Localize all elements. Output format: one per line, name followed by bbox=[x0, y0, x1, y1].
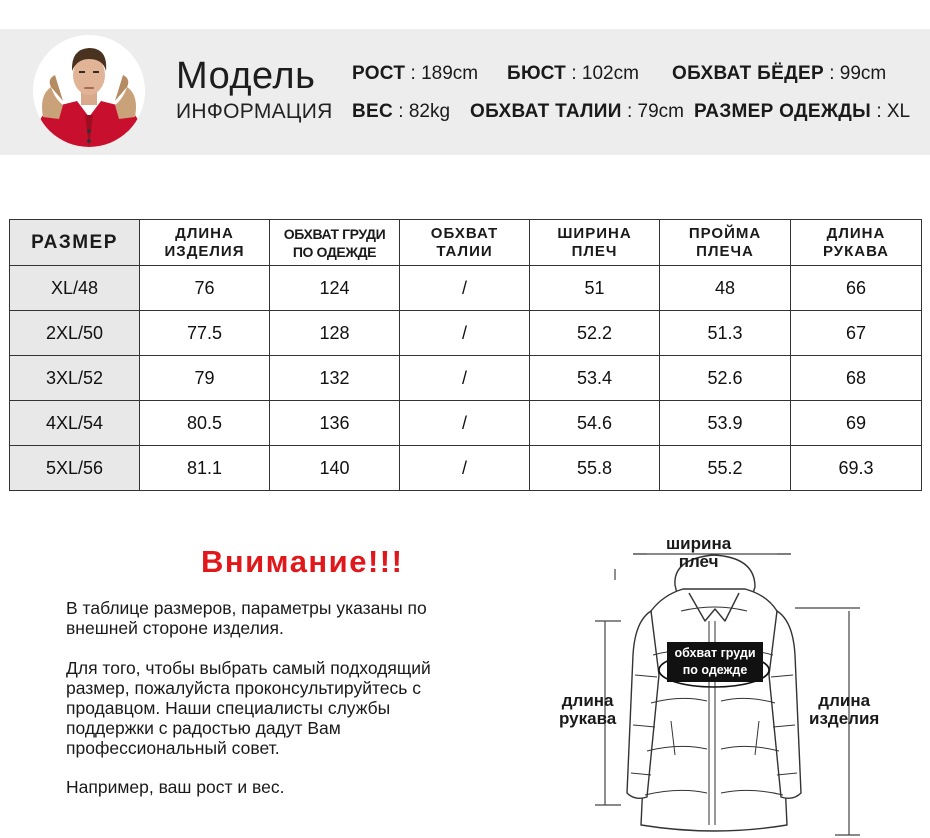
label-chest bbox=[667, 642, 763, 682]
param-label: БЮСТ bbox=[507, 63, 567, 84]
param-waist bbox=[470, 102, 684, 121]
header-line: ПО ОДЕЖДЕ bbox=[292, 243, 377, 260]
size-table bbox=[9, 219, 922, 491]
table-cell: 81.1 bbox=[140, 446, 270, 491]
table-header-row bbox=[10, 220, 922, 266]
table-cell: 52.2 bbox=[530, 311, 660, 356]
table-cell: 69.3 bbox=[791, 446, 922, 491]
table-cell: 52.6 bbox=[660, 356, 791, 401]
table-cell: / bbox=[400, 446, 530, 491]
cell-size: 3XL/52 bbox=[10, 356, 140, 401]
header-line: ШИРИНА bbox=[557, 224, 632, 242]
table-cell: 53.4 bbox=[530, 356, 660, 401]
header-size bbox=[10, 220, 140, 266]
header-shoulder-width bbox=[530, 220, 660, 266]
model-title: Модель bbox=[176, 55, 316, 97]
header-line: ПЛЕЧА bbox=[696, 242, 754, 260]
param-value: XL bbox=[886, 101, 911, 122]
table-cell: 68 bbox=[791, 356, 922, 401]
header-length bbox=[140, 220, 270, 266]
table-cell: 48 bbox=[660, 266, 791, 311]
header-line: ПРОЙМА bbox=[688, 224, 762, 242]
table-cell: 132 bbox=[270, 356, 400, 401]
table-cell: 55.2 bbox=[660, 446, 791, 491]
diagram-label-line: длина bbox=[818, 691, 871, 710]
table-cell: / bbox=[400, 266, 530, 311]
label-sleeve-length bbox=[559, 692, 616, 728]
table-cell: 51.3 bbox=[660, 311, 791, 356]
table-row bbox=[10, 311, 922, 356]
header-line: ДЛИНА bbox=[826, 224, 886, 242]
header-line: РАЗМЕР bbox=[31, 231, 118, 253]
param-label: ОБХВАТ ТАЛИИ bbox=[470, 101, 622, 122]
header-chest bbox=[270, 220, 400, 266]
table-cell: 51 bbox=[530, 266, 660, 311]
param-separator: : bbox=[876, 101, 882, 122]
param-separator: : bbox=[571, 63, 577, 84]
diagram-label-line: по одежде bbox=[682, 663, 748, 677]
notice-paragraph-3 bbox=[66, 777, 516, 797]
table-cell: 76 bbox=[140, 266, 270, 311]
notice-paragraph-1 bbox=[66, 598, 516, 638]
diagram-label-line: обхват груди bbox=[674, 646, 756, 660]
param-hips bbox=[672, 64, 886, 83]
table-cell: 136 bbox=[270, 401, 400, 446]
diagram-label-line: рукава bbox=[559, 709, 617, 728]
cell-size: 5XL/56 bbox=[10, 446, 140, 491]
header-armhole bbox=[660, 220, 791, 266]
param-value: 102cm bbox=[581, 63, 639, 84]
table-cell: 67 bbox=[791, 311, 922, 356]
table-cell: 77.5 bbox=[140, 311, 270, 356]
diagram-label-line: длина bbox=[561, 691, 614, 710]
table-row bbox=[10, 266, 922, 311]
table-cell: / bbox=[400, 401, 530, 446]
table-cell: 79 bbox=[140, 356, 270, 401]
table-cell: 53.9 bbox=[660, 401, 791, 446]
table-cell: / bbox=[400, 311, 530, 356]
table-cell: 69 bbox=[791, 401, 922, 446]
param-value: 189cm bbox=[421, 63, 479, 84]
table-row bbox=[10, 356, 922, 401]
attention-title: Внимание!!! bbox=[201, 544, 404, 579]
header-line: ИЗДЕЛИЯ bbox=[164, 242, 245, 260]
param-value: 99cm bbox=[839, 63, 887, 84]
header-sleeve-length bbox=[791, 220, 922, 266]
notice-line: Например, ваш рост и вес. bbox=[66, 777, 285, 797]
param-separator: : bbox=[626, 101, 633, 122]
header-line: ТАЛИИ bbox=[436, 242, 493, 260]
table-cell: 124 bbox=[270, 266, 400, 311]
table-cell: 55.8 bbox=[530, 446, 660, 491]
table-cell: 54.6 bbox=[530, 401, 660, 446]
notice-paragraph-2 bbox=[66, 658, 516, 758]
header-line: РУКАВА bbox=[822, 242, 890, 260]
notice-line: поддержки с радостью дадут Вам bbox=[66, 718, 341, 738]
label-shoulder-width bbox=[666, 535, 731, 571]
table-cell: 128 bbox=[270, 311, 400, 356]
param-bust bbox=[507, 64, 639, 83]
model-avatar bbox=[33, 35, 145, 147]
param-label: РОСТ bbox=[352, 63, 406, 84]
param-separator: : bbox=[410, 63, 416, 84]
notice-line: размер, пожалуйста проконсультируйтесь с bbox=[66, 678, 422, 698]
model-photo-icon bbox=[33, 35, 145, 147]
model-subtitle: ИНФОРМАЦИЯ bbox=[176, 100, 333, 123]
header-waist bbox=[400, 220, 530, 266]
table-row bbox=[10, 446, 922, 491]
param-weight bbox=[352, 102, 450, 121]
model-info-band bbox=[0, 29, 930, 155]
param-value: 79cm bbox=[637, 101, 684, 122]
cell-size: 4XL/54 bbox=[10, 401, 140, 446]
table-cell: 66 bbox=[791, 266, 922, 311]
notice-line: Для того, чтобы выбрать самый подходящий bbox=[66, 658, 431, 678]
notice-line: В таблице размеров, параметры указаны по bbox=[66, 598, 427, 618]
header-line: ПЛЕЧ bbox=[571, 242, 618, 260]
notice-line: продавцом. Наши специалисты службы bbox=[66, 698, 391, 718]
param-label: РАЗМЕР ОДЕЖДЫ bbox=[694, 101, 872, 122]
param-clothing-size bbox=[694, 102, 910, 121]
cell-size: 2XL/50 bbox=[10, 311, 140, 356]
diagram-label-line: изделия bbox=[809, 709, 880, 728]
table-row bbox=[10, 401, 922, 446]
param-separator: : bbox=[829, 63, 835, 84]
param-label: ОБХВАТ БЁДЕР bbox=[672, 63, 824, 84]
notice-line: внешней стороне изделия. bbox=[66, 618, 284, 638]
diagram-label-line: плеч bbox=[678, 552, 719, 571]
table-cell: / bbox=[400, 356, 530, 401]
param-separator: : bbox=[398, 101, 404, 122]
cell-size: XL/48 bbox=[10, 266, 140, 311]
notice-line: профессиональный совет. bbox=[66, 738, 280, 758]
header-line: ОБХВАТ ГРУДИ bbox=[283, 225, 386, 242]
measurement-diagram bbox=[555, 525, 930, 838]
table-cell: 140 bbox=[270, 446, 400, 491]
param-label: ВЕС bbox=[352, 101, 394, 122]
header-line: ОБХВАТ bbox=[430, 224, 499, 242]
diagram-label-line: ширина bbox=[666, 534, 732, 553]
label-garment-length bbox=[809, 692, 879, 728]
header-line: ДЛИНА bbox=[175, 224, 234, 242]
param-value: 82kg bbox=[408, 101, 451, 122]
table-cell: 80.5 bbox=[140, 401, 270, 446]
param-height bbox=[352, 64, 478, 83]
